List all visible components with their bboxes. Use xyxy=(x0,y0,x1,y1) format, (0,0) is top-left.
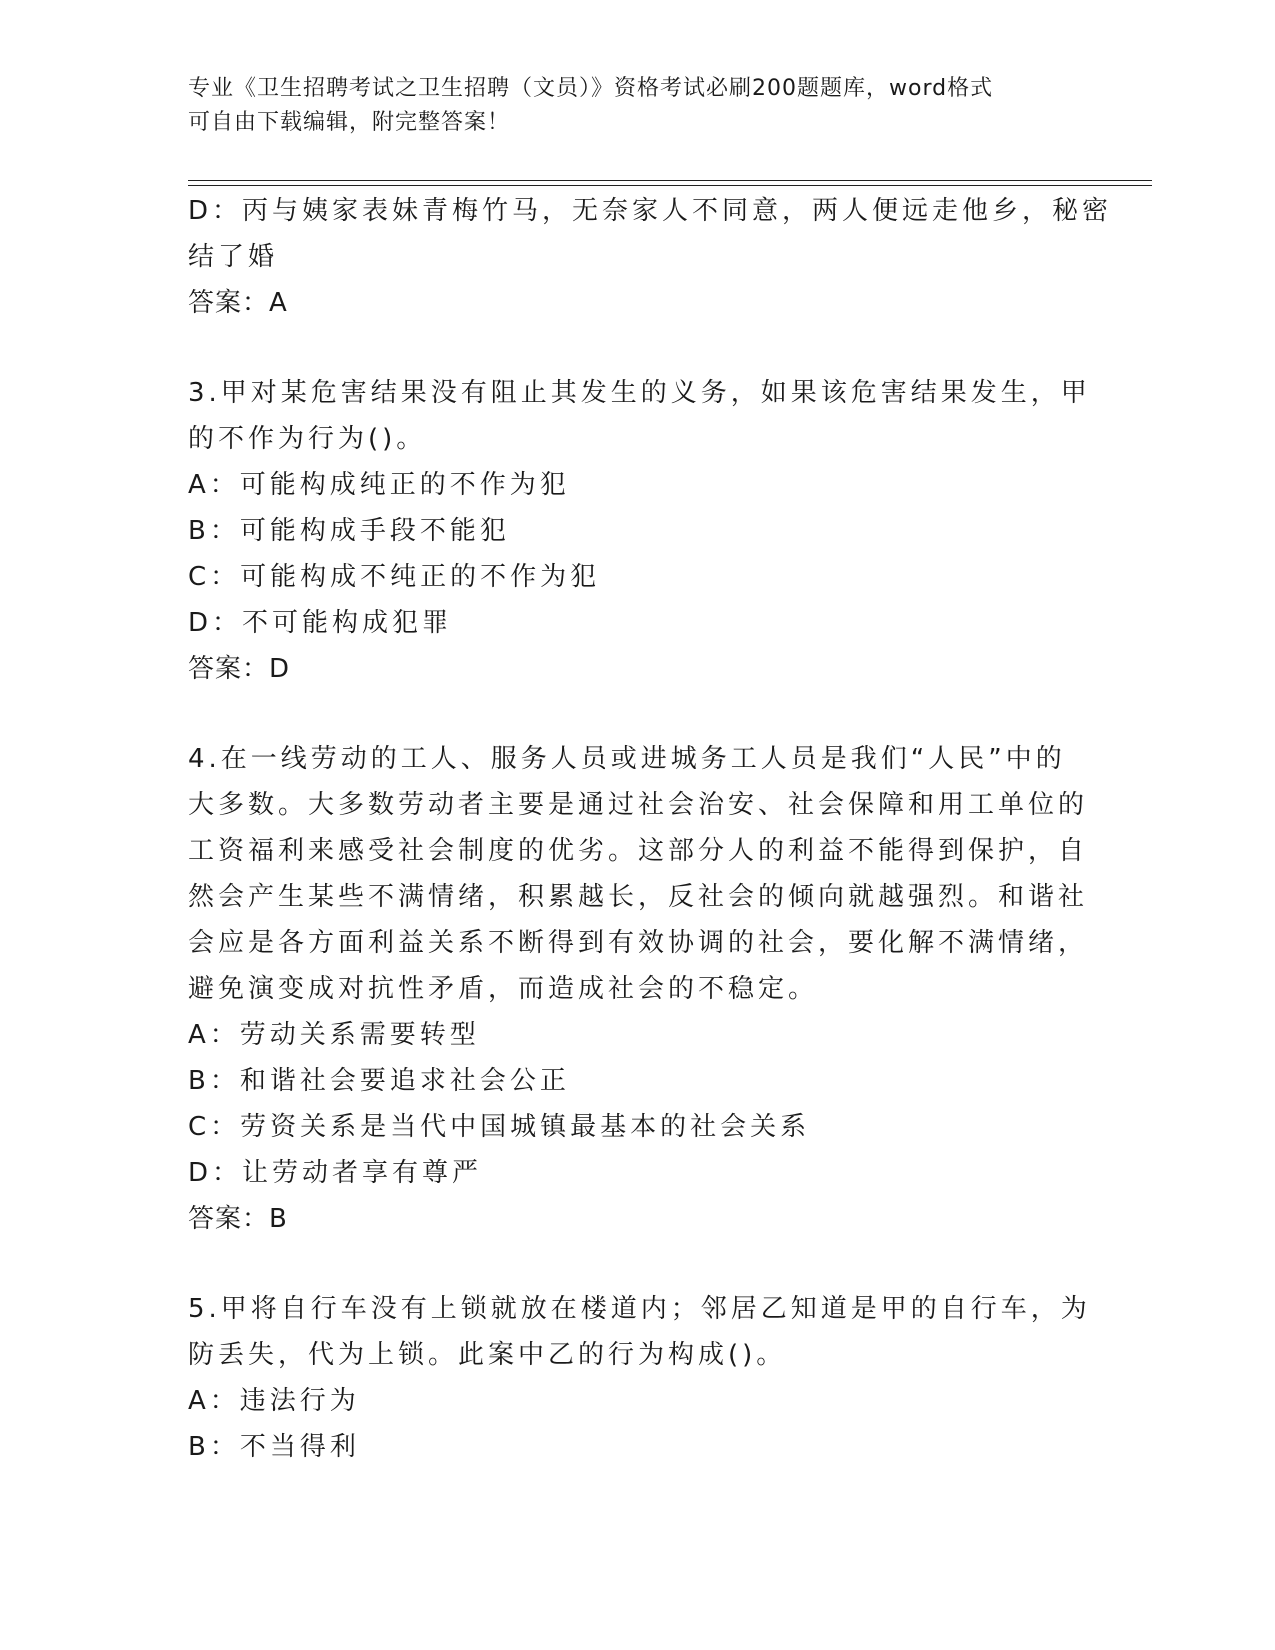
answer-label: 答案：A xyxy=(188,288,288,318)
spacer xyxy=(188,326,1088,370)
option-d: D：不可能构成犯罪 xyxy=(188,608,453,638)
document-body xyxy=(188,188,1113,1470)
option-d-line-2: 结了婚 xyxy=(188,242,279,272)
option-b: B：和谐社会要追求社会公正 xyxy=(188,1066,570,1096)
option-a: A：违法行为 xyxy=(188,1386,360,1416)
header-divider-bottom xyxy=(188,185,1152,186)
question-stem-line-5: 会应是各方面利益关系不断得到有效协调的社会，要化解不满情绪， xyxy=(188,928,1089,958)
question-stem-line-1: 5.甲将自行车没有上锁就放在楼道内；邻居乙知道是甲的自行车，为 xyxy=(188,1294,1091,1324)
option-d: D：让劳动者享有尊严 xyxy=(188,1158,483,1188)
answer-label: 答案：D xyxy=(188,654,291,684)
option-c: C：劳资关系是当代中国城镇最基本的社会关系 xyxy=(188,1112,811,1142)
header-line-2: 可自由下载编辑，附完整答案！ xyxy=(188,110,511,135)
question-stem-line-6: 避免演变成对抗性矛盾，而造成社会的不稳定。 xyxy=(188,974,819,1004)
option-b: B：不当得利 xyxy=(188,1432,360,1462)
question-5 xyxy=(188,1286,1091,1470)
question-stem-line-2: 大多数。大多数劳动者主要是通过社会治安、社会保障和用工单位的 xyxy=(188,790,1089,820)
answer-label: 答案：B xyxy=(188,1204,288,1234)
option-a: A：劳动关系需要转型 xyxy=(188,1020,480,1050)
header-line-1: 专业《卫生招聘考试之卫生招聘（文员）》资格考试必刷200题题库，word格式 xyxy=(188,76,994,101)
question-stem-line-1: 3.甲对某危害结果没有阻止其发生的义务，如果该危害结果发生，甲 xyxy=(188,378,1091,408)
option-d-line-1: D：丙与姨家表妹青梅竹马，无奈家人不同意，两人便远走他乡，秘密 xyxy=(188,196,1113,226)
question-3 xyxy=(188,370,1091,692)
question-stem-line-1: 4.在一线劳动的工人、服务人员或进城务工人员是我们“人民”中的 xyxy=(188,744,1066,774)
option-b: B：可能构成手段不能犯 xyxy=(188,516,510,546)
spacer xyxy=(188,1242,1088,1286)
question-stem-line-2: 的不作为行为()。 xyxy=(188,424,427,454)
header-divider-top xyxy=(188,180,1152,181)
question-stem-line-4: 然会产生某些不满情绪，积累越长，反社会的倾向就越强烈。和谐社 xyxy=(188,882,1089,912)
question-2-tail xyxy=(188,188,1113,326)
question-stem-line-2: 防丢失，代为上锁。此案中乙的行为构成()。 xyxy=(188,1340,787,1370)
document-header xyxy=(188,72,1088,140)
option-a: A：可能构成纯正的不作为犯 xyxy=(188,470,570,500)
question-4 xyxy=(188,736,1088,1242)
question-stem-line-3: 工资福利来感受社会制度的优劣。这部分人的利益不能得到保护，自 xyxy=(188,836,1089,866)
option-c: C：可能构成不纯正的不作为犯 xyxy=(188,562,601,592)
spacer xyxy=(188,692,1088,736)
